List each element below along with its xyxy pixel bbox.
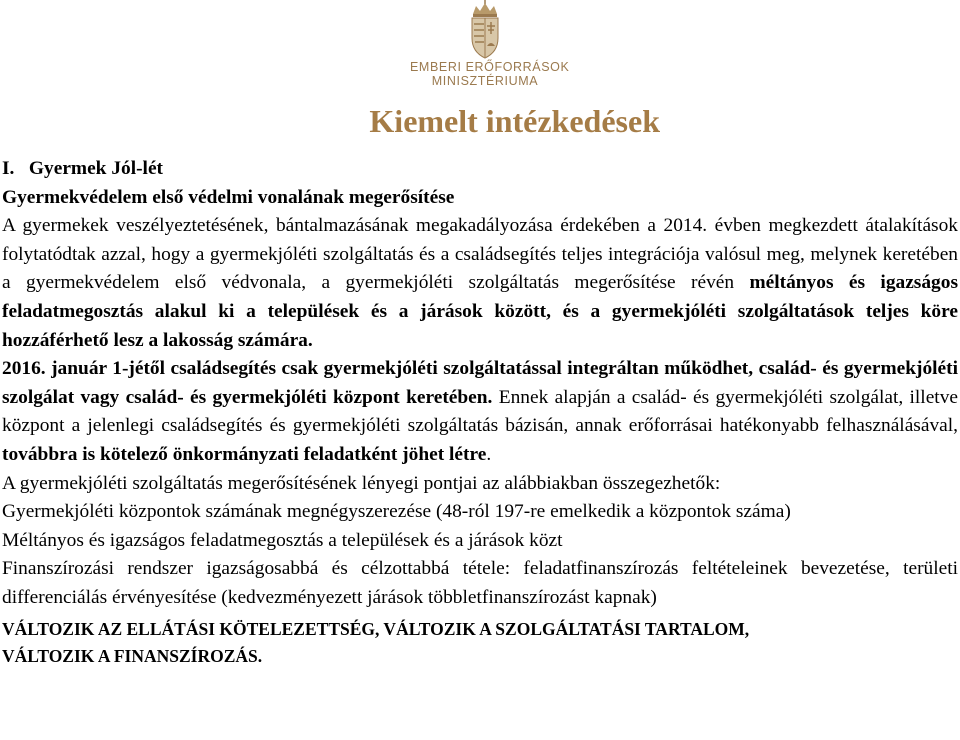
paragraph-text: Ennek alapján a család- és gyermekjóléti szolgálat, illetve központ a jelenlegi családsegítés és gyermekjóléti szolgáltatás bázisán, annak erőforrásai hatékonyabb felhasználásával, (2, 386, 958, 437)
paragraph-integration (2, 212, 958, 355)
paragraph-2016-rule (2, 355, 958, 469)
ministry-name-line2: MINISZTÉRIUMA (431, 74, 539, 88)
document-body (2, 155, 958, 670)
list-item-financing: Finanszírozási rendszer igazságosabbá és célzottabbá tétele: feladatfinanszírozás feltételeinek bevezetése, területi differenciálás érvényesítése (kedvezményezett járások többletfinanszírozást kapnak) (2, 558, 958, 608)
ministry-name-line1: EMBERI ERŐFORRÁSOK (410, 60, 570, 74)
ministry-logo (410, 0, 570, 100)
page-title: Kiemelt intézkedések (369, 103, 660, 139)
closing-statement (2, 616, 958, 670)
closing-line: VÁLTOZIK A FINANSZÍROZÁS. (2, 645, 263, 666)
paragraph-text: A gyermekek veszélyeztetésének, bántalmazásának megakadályozása érdekében a 2014. évben megkezdett átalakítások folytatódtak azzal, hogy a gyermekjóléti szolgáltatás és a családsegítés teljes integrációja valósul meg, melynek keretében a gyermekvédelem első védvonala, a gyermekjóléti szolgáltatás megerősítése révén (2, 215, 958, 294)
paragraph-bold-text: továbbra is kötelező önkormányzati feladatként jöhet létre (2, 443, 487, 465)
list-item-fair-division: Méltányos és igazságos feladatmegosztás a települések és a járások közt (2, 529, 563, 551)
section-heading: I. Gyermek Jól-lét (2, 158, 164, 179)
closing-line: VÁLTOZIK AZ ELLÁTÁSI KÖTELEZETTSÉG, VÁLTOZIK A SZOLGÁLTATÁSI TARTALOM, (2, 618, 750, 639)
paragraph-bold-text: 2016. január 1-jétől családsegítés csak gyermekjóléti szolgáltatással integráltan működhet, család- és gyermekjóléti szolgálat vagy család- és gyermekjóléti központ keretében. (2, 358, 958, 408)
paragraph-summary-intro: A gyermekjóléti szolgáltatás megerősítésének lényegi pontjai az alábbiakban összegezhetők: (2, 472, 721, 494)
section-subheading: Gyermekvédelem első védelmi vonalának megerősítése (2, 186, 455, 208)
list-item-centers: Gyermekjóléti központok számának megnégyszerezése (48-ról 197-re emelkedik a központok száma) (2, 501, 791, 523)
coat-of-arms-icon (465, 0, 505, 60)
paragraph-bold-text: méltányos és igazságos feladatmegosztás alakul ki a települések és a járások között, és a gyermekjóléti szolgáltatások teljes köre hozzáférhető lesz a lakosság számára. (2, 272, 958, 351)
paragraph-period: . (486, 443, 492, 465)
